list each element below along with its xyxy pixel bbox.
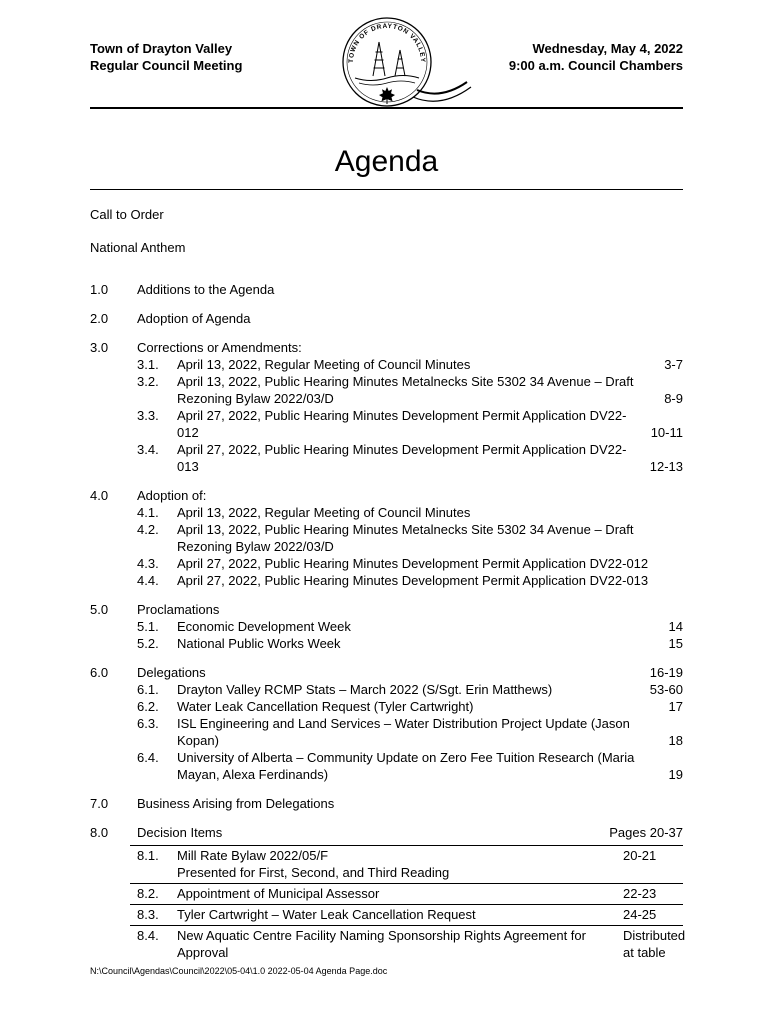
document-title: Agenda xyxy=(334,145,439,178)
subitem-text-line: Presented for First, Second, and Third Reading xyxy=(177,865,450,880)
seal-text: TOWN OF DRAYTON VALLEY xyxy=(347,22,426,64)
subitem-text: April 27, 2022, Public Hearing Minutes Development Permit Application DV22-013 xyxy=(177,442,627,474)
subitem-text-line: New Aquatic Centre Facility Naming Sponsorship Rights Agreement for Approval xyxy=(177,928,586,960)
subitem-text: April 27, 2022, Public Hearing Minutes Development Permit Application DV22-012 xyxy=(177,556,649,571)
subitem-text xyxy=(177,927,623,961)
meeting-time-location: 9:00 a.m. Council Chambers xyxy=(508,58,683,73)
subitem-number: 6.2. xyxy=(137,699,159,714)
agenda-subitem xyxy=(137,635,683,652)
item-number: 4.0 xyxy=(90,488,109,503)
table-row xyxy=(130,904,683,925)
item-number: 6.0 xyxy=(90,665,109,680)
agenda-subitem xyxy=(137,407,683,441)
table-row xyxy=(130,925,686,963)
table-row xyxy=(130,883,683,904)
subitem-page: 20-21 xyxy=(623,848,657,863)
section-6-subitems xyxy=(137,681,683,783)
agenda-subitem xyxy=(137,681,683,698)
subitem-number: 8.2. xyxy=(137,886,159,901)
subitem-number: 3.3. xyxy=(137,408,159,423)
agenda-subitem xyxy=(137,715,683,749)
table-row xyxy=(130,845,683,883)
subitem-page: 22-23 xyxy=(623,886,657,901)
item-number: 1.0 xyxy=(90,282,109,297)
page-header xyxy=(90,22,683,74)
section-5-subitems xyxy=(137,618,683,652)
subitem-number: 8.3. xyxy=(137,907,159,922)
agenda-subitem xyxy=(137,572,683,589)
subitem-number: 6.4. xyxy=(137,750,159,765)
agenda-subitem xyxy=(137,373,683,407)
subitem-number: 4.2. xyxy=(137,522,159,537)
item-label: Adoption of Agenda xyxy=(137,311,251,326)
item-label: Additions to the Agenda xyxy=(137,282,275,297)
subitem-text: April 13, 2022, Public Hearing Minutes Metalnecks Site 5302 34 Avenue – Draft Rezoning Bylaw 2022/03/D xyxy=(177,374,634,406)
agenda-subitem xyxy=(137,441,683,475)
subitem-text-line: Appointment of Municipal Assessor xyxy=(177,886,380,901)
subitem-page: 15 xyxy=(668,636,683,651)
subitem-text xyxy=(177,885,623,902)
item-number: 8.0 xyxy=(90,825,109,840)
subitem-number: 6.3. xyxy=(137,716,159,731)
subitem-number: 3.4. xyxy=(137,442,159,457)
header-left xyxy=(90,40,242,74)
item-label: Corrections or Amendments: xyxy=(137,340,302,355)
town-seal-logo xyxy=(327,14,477,122)
subitem-page: 17 xyxy=(668,699,683,714)
subitem-text: Drayton Valley RCMP Stats – March 2022 (S/Sgt. Erin Matthews) xyxy=(177,682,553,697)
subitem-page: 18 xyxy=(668,733,683,748)
agenda-subitem xyxy=(137,749,683,783)
subitem-text: April 13, 2022, Public Hearing Minutes Metalnecks Site 5302 34 Avenue – Draft Rezoning Bylaw 2022/03/D xyxy=(177,522,634,554)
item-number: 2.0 xyxy=(90,311,109,326)
subitem-page: 19 xyxy=(668,767,683,782)
agenda-subitem xyxy=(137,555,683,572)
subitem-page: 24-25 xyxy=(623,907,657,922)
subitem-page: 12-13 xyxy=(649,459,683,474)
section-3-subitems xyxy=(137,356,683,475)
item-number: 3.0 xyxy=(90,340,109,355)
subitem-page: 8-9 xyxy=(664,391,683,406)
section-4-subitems xyxy=(137,504,683,589)
agenda-subitem xyxy=(137,356,683,373)
item-label: Decision Items xyxy=(137,825,223,840)
subitem-text: April 13, 2022, Regular Meeting of Council Minutes xyxy=(177,357,471,372)
subitem-text xyxy=(177,906,623,923)
subitem-text-line: Tyler Cartwright – Water Leak Cancellation Request xyxy=(177,907,476,922)
subitem-text: University of Alberta – Community Update on Zero Fee Tuition Research (Maria Mayan, Alexa Ferdinands) xyxy=(177,750,635,782)
item-page: Pages 20-37 xyxy=(609,825,683,840)
subitem-number: 4.3. xyxy=(137,556,159,571)
org-name: Town of Drayton Valley xyxy=(90,41,233,56)
subitem-number: 8.1. xyxy=(137,848,159,863)
preamble-call-to-order: Call to Order xyxy=(90,207,164,222)
footer-file-path: N:\Council\Agendas\Council\2022\05-04\1.0 2022-05-04 Agenda Page.doc xyxy=(90,966,388,976)
subitem-text: Water Leak Cancellation Request (Tyler Cartwright) xyxy=(177,699,474,714)
agenda-item xyxy=(90,601,683,618)
item-label: Business Arising from Delegations xyxy=(137,796,335,811)
subitem-number: 4.1. xyxy=(137,505,159,520)
subitem-number: 8.4. xyxy=(137,928,159,943)
subitem-text-line: Mill Rate Bylaw 2022/05/F xyxy=(177,848,329,863)
agenda-item xyxy=(90,310,683,327)
subitem-text: Economic Development Week xyxy=(177,619,351,634)
subitem-text: April 13, 2022, Regular Meeting of Council Minutes xyxy=(177,505,471,520)
item-label: Adoption of: xyxy=(137,488,207,503)
subitem-page: 53-60 xyxy=(649,682,683,697)
item-label: Proclamations xyxy=(137,602,220,617)
item-label: Delegations xyxy=(137,665,206,680)
subitem-text: April 27, 2022, Public Hearing Minutes Development Permit Application DV22-013 xyxy=(177,573,649,588)
subitem-text: ISL Engineering and Land Services – Water Distribution Project Update (Jason Kopan) xyxy=(177,716,630,748)
item-number: 7.0 xyxy=(90,796,109,811)
subitem-number: 3.2. xyxy=(137,374,159,389)
meeting-type: Regular Council Meeting xyxy=(90,58,243,73)
subitem-page: 10-11 xyxy=(650,425,683,440)
agenda-item xyxy=(90,664,683,681)
meeting-date: Wednesday, May 4, 2022 xyxy=(532,41,683,56)
agenda-item xyxy=(90,795,683,812)
agenda-item xyxy=(90,824,683,841)
agenda-item xyxy=(90,281,683,298)
agenda-item xyxy=(90,339,683,356)
agenda-subitem xyxy=(137,618,683,635)
item-page: 16-19 xyxy=(649,665,683,680)
subitem-page: 14 xyxy=(668,619,683,634)
subitem-page: 3-7 xyxy=(664,357,683,372)
agenda-subitem xyxy=(137,521,683,555)
subitem-number: 6.1. xyxy=(137,682,159,697)
preamble-national-anthem: National Anthem xyxy=(90,240,186,255)
title-divider xyxy=(90,189,683,190)
subitem-page: Distributed at table xyxy=(623,928,686,960)
subitem-text: National Public Works Week xyxy=(177,636,341,651)
agenda-subitem xyxy=(137,698,683,715)
item-number: 5.0 xyxy=(90,602,109,617)
subitem-number: 5.2. xyxy=(137,636,159,651)
header-right xyxy=(509,40,683,74)
agenda-subitem xyxy=(137,504,683,521)
subitem-number: 5.1. xyxy=(137,619,159,634)
agenda-item xyxy=(90,487,683,504)
subitem-text xyxy=(177,847,623,881)
decision-items-table xyxy=(130,845,686,963)
subitem-number: 3.1. xyxy=(137,357,159,372)
subitem-number: 4.4. xyxy=(137,573,159,588)
subitem-text: April 27, 2022, Public Hearing Minutes Development Permit Application DV22-012 xyxy=(177,408,627,440)
